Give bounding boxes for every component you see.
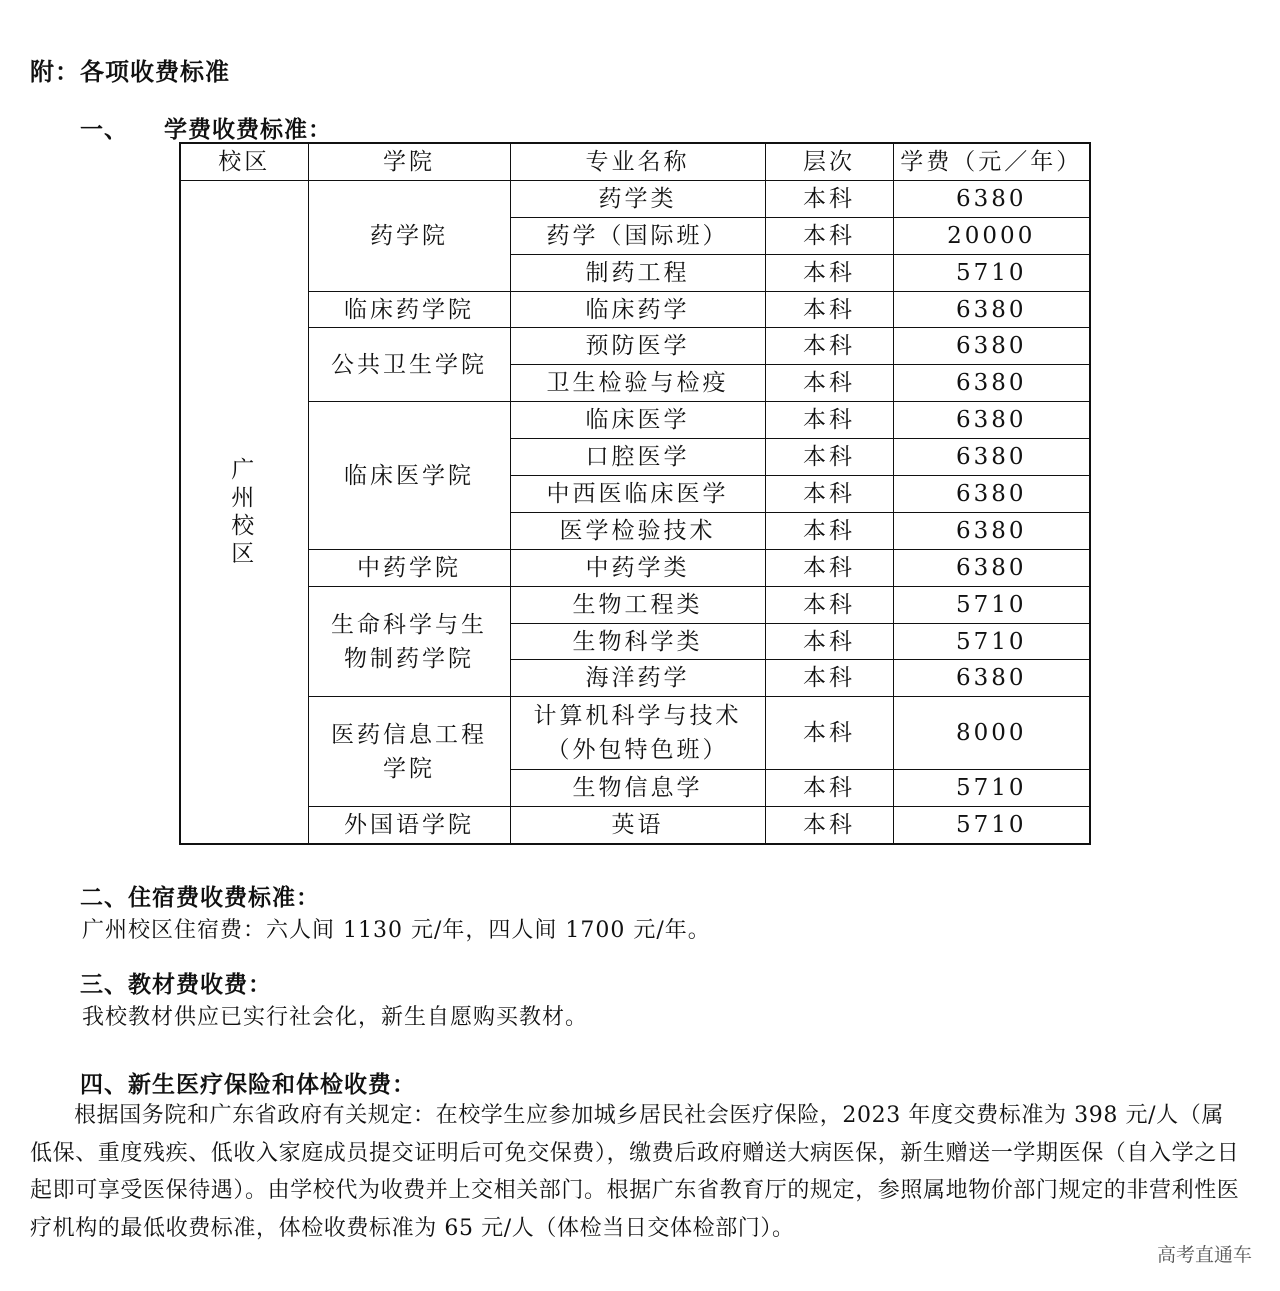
fee-cell: 8000 (893, 697, 1090, 770)
table-row (180, 697, 1090, 770)
college-cell (308, 697, 510, 807)
level-cell: 本科 (765, 365, 893, 402)
section-2-text: 广州校区住宿费：六人间 1130 元/年，四人间 1700 元/年。 (82, 918, 711, 943)
major-cell: 计算机科学与技术 （外包特色班） (510, 697, 765, 770)
major-cell: 生物信息学 (510, 770, 765, 807)
header-cell: 学院 (308, 143, 510, 180)
watermark: 高考直通车 (1156, 1244, 1252, 1266)
college-name-line: 学院 (383, 755, 435, 782)
level-cell: 本科 (765, 291, 893, 328)
major-cell: 临床医学 (510, 402, 765, 439)
college-name-line: 中药学院 (357, 554, 461, 581)
major-cell: 卫生检验与检疫 (510, 365, 765, 402)
table-row (180, 328, 1090, 365)
major-cell: 中西医临床医学 (510, 476, 765, 513)
section-3-heading: 三、教材费收费： (80, 972, 272, 998)
fee-cell: 6380 (893, 180, 1090, 217)
header-cell: 专业名称 (510, 143, 765, 180)
college-cell (308, 328, 510, 402)
college-name-line: 临床药学院 (344, 296, 474, 323)
fee-cell: 6380 (893, 512, 1090, 549)
campus-cell: 广 州 校 区 (180, 180, 308, 844)
header-cell: 层次 (765, 143, 893, 180)
fee-cell: 6380 (893, 291, 1090, 328)
college-name-line: 临床医学院 (344, 462, 474, 489)
table-header-row (180, 143, 1090, 180)
college-name-line: 物制药学院 (344, 645, 474, 672)
major-cell: 制药工程 (510, 254, 765, 291)
section-1-heading (80, 111, 332, 144)
table-row (180, 291, 1090, 328)
college-name-line: 公共卫生学院 (331, 351, 487, 378)
section-4-text: 根据国务院和广东省政府有关规定：在校学生应参加城乡居民社会医疗保险，2023 年度交费标准为 398 元/人（属低保、重度残疾、低收入家庭成员提交证明后可免交保费），缴费后政府赠送大病医保，新生赠送一学期医保（自入学之日起即可享受医保待遇）。由学校代为收费并上交相关部门。根据广东省教育厅的规定，参照属地物价部门规定的非营利性医疗机构的最低收费标准，体检收费标准为 65 元/人（体检当日交体检部门）。 (30, 1103, 1240, 1241)
college-cell (308, 586, 510, 697)
fee-cell: 6380 (893, 439, 1090, 476)
major-cell: 海洋药学 (510, 660, 765, 697)
fee-cell: 20000 (893, 217, 1090, 254)
level-cell: 本科 (765, 402, 893, 439)
level-cell: 本科 (765, 586, 893, 623)
major-cell: 临床药学 (510, 291, 765, 328)
major-cell: 中药学类 (510, 549, 765, 586)
level-cell: 本科 (765, 328, 893, 365)
college-name-line: 医药信息工程 (331, 721, 487, 748)
table-row (180, 586, 1090, 623)
level-cell: 本科 (765, 439, 893, 476)
major-cell: 生物工程类 (510, 586, 765, 623)
section-2-heading: 二、住宿费收费标准： (80, 885, 320, 911)
header-cell: 学费（元／年） (893, 143, 1090, 180)
fee-cell: 6380 (893, 549, 1090, 586)
fee-cell: 6380 (893, 660, 1090, 697)
college-cell (308, 807, 510, 844)
header-cell: 校区 (180, 143, 308, 180)
major-cell: 英语 (510, 807, 765, 844)
fee-cell: 5710 (893, 623, 1090, 660)
section-1-title: 学费收费标准： (164, 117, 332, 143)
level-cell: 本科 (765, 254, 893, 291)
tuition-table-body (180, 143, 1090, 844)
level-cell: 本科 (765, 549, 893, 586)
fee-cell: 6380 (893, 365, 1090, 402)
level-cell: 本科 (765, 217, 893, 254)
major-cell: 预防医学 (510, 328, 765, 365)
fee-cell: 5710 (893, 770, 1090, 807)
fee-cell: 5710 (893, 586, 1090, 623)
section-4-heading: 四、新生医疗保险和体检收费： (80, 1072, 416, 1098)
college-name-line: 生命科学与生 (331, 611, 487, 638)
section-1-number: 一、 (80, 117, 128, 143)
fee-cell: 5710 (893, 807, 1090, 844)
table-row (180, 549, 1090, 586)
major-cell: 生物科学类 (510, 623, 765, 660)
tuition-table (179, 142, 1091, 845)
level-cell: 本科 (765, 770, 893, 807)
major-cell: 口腔医学 (510, 439, 765, 476)
college-name-line: 外国语学院 (344, 812, 474, 839)
major-cell: 药学（国际班） (510, 217, 765, 254)
table-row (180, 180, 1090, 217)
fee-cell: 5710 (893, 254, 1090, 291)
section-3-text: 我校教材供应已实行社会化，新生自愿购买教材。 (82, 1005, 589, 1030)
fee-cell: 6380 (893, 476, 1090, 513)
page-title: 附：各项收费标准 (30, 58, 230, 86)
major-cell: 医学检验技术 (510, 512, 765, 549)
fee-cell: 6380 (893, 402, 1090, 439)
level-cell: 本科 (765, 623, 893, 660)
table-row (180, 807, 1090, 844)
major-cell: 药学类 (510, 180, 765, 217)
table-row (180, 402, 1090, 439)
level-cell: 本科 (765, 180, 893, 217)
college-cell (308, 549, 510, 586)
college-cell (308, 180, 510, 291)
level-cell: 本科 (765, 660, 893, 697)
college-name-line: 药学院 (370, 222, 448, 249)
college-cell (308, 402, 510, 550)
level-cell: 本科 (765, 807, 893, 844)
college-cell (308, 291, 510, 328)
level-cell: 本科 (765, 512, 893, 549)
level-cell: 本科 (765, 476, 893, 513)
level-cell: 本科 (765, 697, 893, 770)
fee-cell: 6380 (893, 328, 1090, 365)
